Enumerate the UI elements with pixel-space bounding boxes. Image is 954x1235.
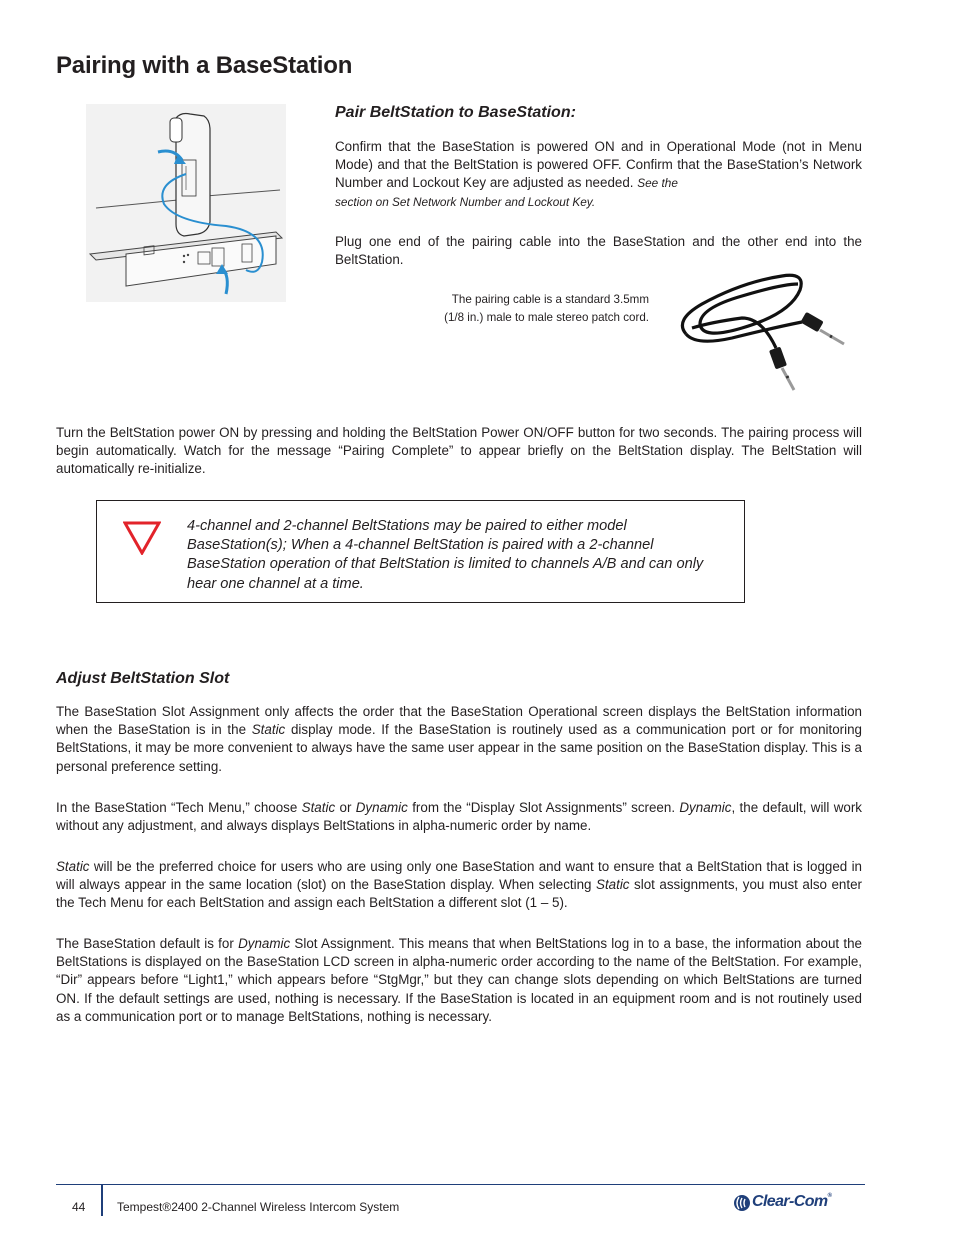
pair-paragraph-3: Turn the BeltStation power ON by pressing and holding the BeltStation Power ON/OFF button for two seconds. The pairing process will begin automatically. Watch for the message “Pairing Complete” to appear briefly on the BeltStation display. The BeltStation will automatically re-initialize. [56,425,862,477]
footer-doc-title: Tempest®2400 2-Channel Wireless Intercom System [117,1200,400,1214]
adjust-p2-em1: Static [301,800,336,815]
adjust-p2-b: or [335,800,356,815]
logo-text: Clear-Com [752,1193,828,1210]
cable-caption-line-1: The pairing cable is a standard 3.5mm [451,293,649,306]
pair-paragraph-2: Plug one end of the pairing cable into the BaseStation and the other end into the BeltStation. [335,234,862,268]
pairing-illustration [86,104,286,302]
logo-registered-mark: ® [827,1193,832,1199]
adjust-p2-em3: Dynamic [679,800,732,815]
cable-caption-line-2: (1/8 in.) male to male stereo patch cord. [444,311,649,324]
cable-caption [390,291,649,327]
adjust-p1-b: display mode. If the BaseStation is routinely used as a communication port or for monitoring BeltStations, it may be more convenient to always have the same user appear in the same position on the BaseStation display. This is a personal preference setting. [56,722,862,774]
adjust-p1-a: The BaseStation Slot Assignment only affects the order that the BaseStation Operational screen displays the BeltStation information when the BaseStation is in the [56,704,862,738]
adjust-p4-em: Dynamic [238,936,291,951]
pair-paragraph-1-text: Confirm that the BaseStation is powered ON and in Operational Mode (not in Menu Mode) and that the BeltStation is powered OFF. Confirm that the BaseStation’s Network Number and Lockout Key are adjusted as needed. [335,139,862,191]
patch-cord-image [672,264,858,394]
footer-divider [101,1184,103,1216]
adjust-p3-em1: Static [56,859,90,874]
adjust-p3-a: will be the preferred choice for users who are using only one BaseStation and want to ensure that a BeltStation that is logged in will always appear in the same location (slot) on the BaseStation display. When selecting [56,859,862,893]
adjust-p3-b: slot assignments, you must also enter the Tech Menu for each BeltStation and assign each BeltStation a different slot (1 – 5). [56,877,862,911]
warning-triangle-icon [123,521,161,555]
page-title: Pairing with a BaseStation [56,52,353,79]
adjust-p2-c: from the “Display Slot Assignments” screen. [407,800,680,815]
warning-text: 4-channel and 2-channel BeltStations may be paired to either model BaseStation(s); When a 4-channel BeltStation is paired with a 2-channel BaseStation operation of that BeltStation is limited to channels A/B and can only hear one channel at a time. [187,518,704,592]
adjust-p1-em: Static [251,722,286,738]
adjust-p2-em2: Dynamic [355,800,408,815]
pair-paragraph-1 [335,138,862,211]
pair-paragraph-1-note-b: section on Set Network Number and Lockout Key. [335,194,596,209]
clear-com-logo [752,1193,831,1211]
pair-section-heading: Pair BeltStation to BaseStation: [335,104,576,121]
adjust-p4-b: Slot Assignment. This means that when BeltStations log in to a base, the information about the BeltStations is displayed on the BaseStation LCD screen in alpha-numeric order according to the name of the BeltStation. For example, “Dir” appears before “Light1,” which appears before “StgMgr,” but they can change slots depending on which BeltStations are turned ON. If the default settings are used, nothing is necessary. If the BaseStation is located in an equipment room and is not routinely used as a communication port or to manage BeltStations, nothing is necessary. [56,936,862,1024]
adjust-p4-a: The BaseStation default is for [56,936,239,951]
adjust-paragraph-1 [56,703,862,776]
adjust-paragraph-4 [56,935,862,1026]
page-number: 44 [72,1200,86,1214]
adjust-p2-a: In the BaseStation “Tech Menu,” choose [56,800,302,815]
pair-paragraph-1-note-a: See the [637,176,678,191]
adjust-p2-d: , the default, will work without any adjustment, and always displays BeltStations in alpha-numeric order by name. [56,800,862,834]
clear-com-logo-icon [733,1193,751,1213]
adjust-section-heading: Adjust BeltStation Slot [56,670,230,687]
adjust-p3-em2: Static [596,877,630,893]
footer-rule [56,1184,865,1185]
adjust-paragraph-3 [56,858,862,913]
adjust-paragraph-2 [56,799,862,835]
